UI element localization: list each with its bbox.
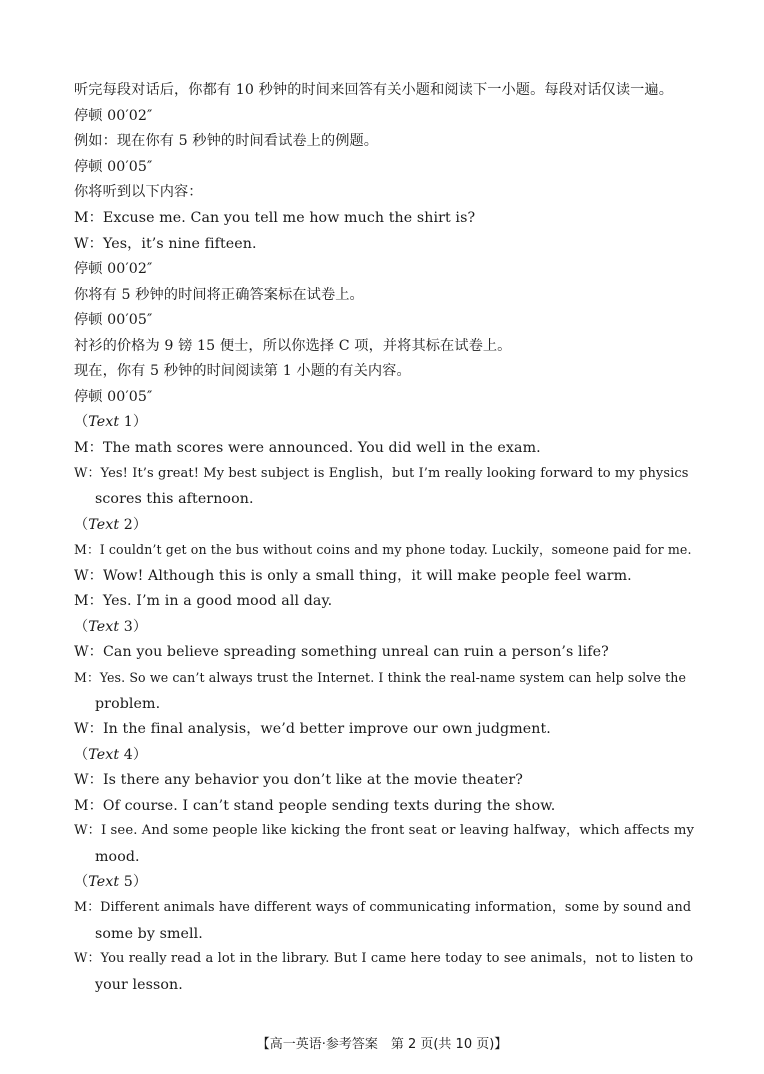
- text-heading: （Text 5）: [74, 874, 148, 890]
- text-line: 听完每段对话后，你都有 10 秒钟的时间来回答有关小题和阅读下一小题。每段对话仅读一遍。: [74, 82, 673, 98]
- dialogue-line: some by smell.: [95, 926, 203, 942]
- dialogue-line: W：Wow! Although this is only a small thing，it will make people feel warm.: [74, 568, 632, 584]
- text-line: 停顿 00′02″: [74, 108, 153, 124]
- dialogue-line: M：Yes. So we can’t always trust the Internet. I think the real-name system can help solve the: [74, 670, 687, 685]
- text-line: 停顿 00′05″: [74, 312, 153, 328]
- text-line: 你将有 5 秒钟的时间将正确答案标在试卷上。: [74, 287, 364, 303]
- dialogue-line: M：Excuse me. Can you tell me how much the shirt is?: [74, 210, 476, 226]
- dialogue-line: W：I see. And some people like kicking the front seat or leaving halfway，which affects my: [74, 823, 695, 838]
- dialogue-line: M：Different animals have different ways of communicating information，some by sound and: [74, 900, 692, 915]
- dialogue-line: W：Is there any behavior you don’t like at the movie theater?: [74, 772, 523, 788]
- dialogue-line: W：You really read a lot in the library. But I came here today to see animals，not to listen to: [74, 951, 694, 966]
- dialogue-line: your lesson.: [95, 977, 183, 993]
- text-line: 停顿 00′05″: [74, 389, 153, 405]
- dialogue-line: W：Yes! It’s great! My best subject is English，but I’m really looking forward to my physics: [74, 466, 689, 481]
- text-heading: （Text 1）: [74, 414, 148, 430]
- dialogue-line: W：Can you believe spreading something unreal can ruin a person’s life?: [74, 644, 609, 660]
- dialogue-line: W：In the final analysis，we’d better improve our own judgment.: [74, 721, 551, 737]
- dialogue-line: M：Yes. I’m in a good mood all day.: [74, 593, 333, 609]
- text-line: 你将听到以下内容：: [74, 184, 203, 200]
- text-line: 现在，你有 5 秒钟的时间阅读第 1 小题的有关内容。: [74, 363, 411, 379]
- dialogue-line: M：I couldn’t get on the bus without coins and my phone today. Luckily，someone paid for me.: [74, 542, 692, 557]
- page-footer: 【高一英语·参考答案 第 2 页(共 10 页)】: [256, 1037, 508, 1052]
- text-heading: （Text 3）: [74, 619, 148, 635]
- dialogue-line: M：The math scores were announced. You did well in the exam.: [74, 440, 541, 456]
- text-line: 衬衫的价格为 9 镑 15 便士，所以你选择 C 项，并将其标在试卷上。: [74, 338, 512, 354]
- text-heading: （Text 2）: [74, 517, 148, 533]
- dialogue-line: M：Of course. I can’t stand people sending texts during the show.: [74, 798, 556, 814]
- text-line: 停顿 00′02″: [74, 261, 153, 277]
- dialogue-line: mood.: [95, 849, 140, 865]
- text-line: 停顿 00′05″: [74, 159, 153, 175]
- text-heading: （Text 4）: [74, 747, 148, 763]
- dialogue-line: W：Yes，it’s nine fifteen.: [74, 236, 257, 252]
- dialogue-line: problem.: [95, 696, 161, 712]
- dialogue-line: scores this afternoon.: [95, 491, 254, 507]
- text-line: 例如：现在你有 5 秒钟的时间看试卷上的例题。: [74, 133, 379, 149]
